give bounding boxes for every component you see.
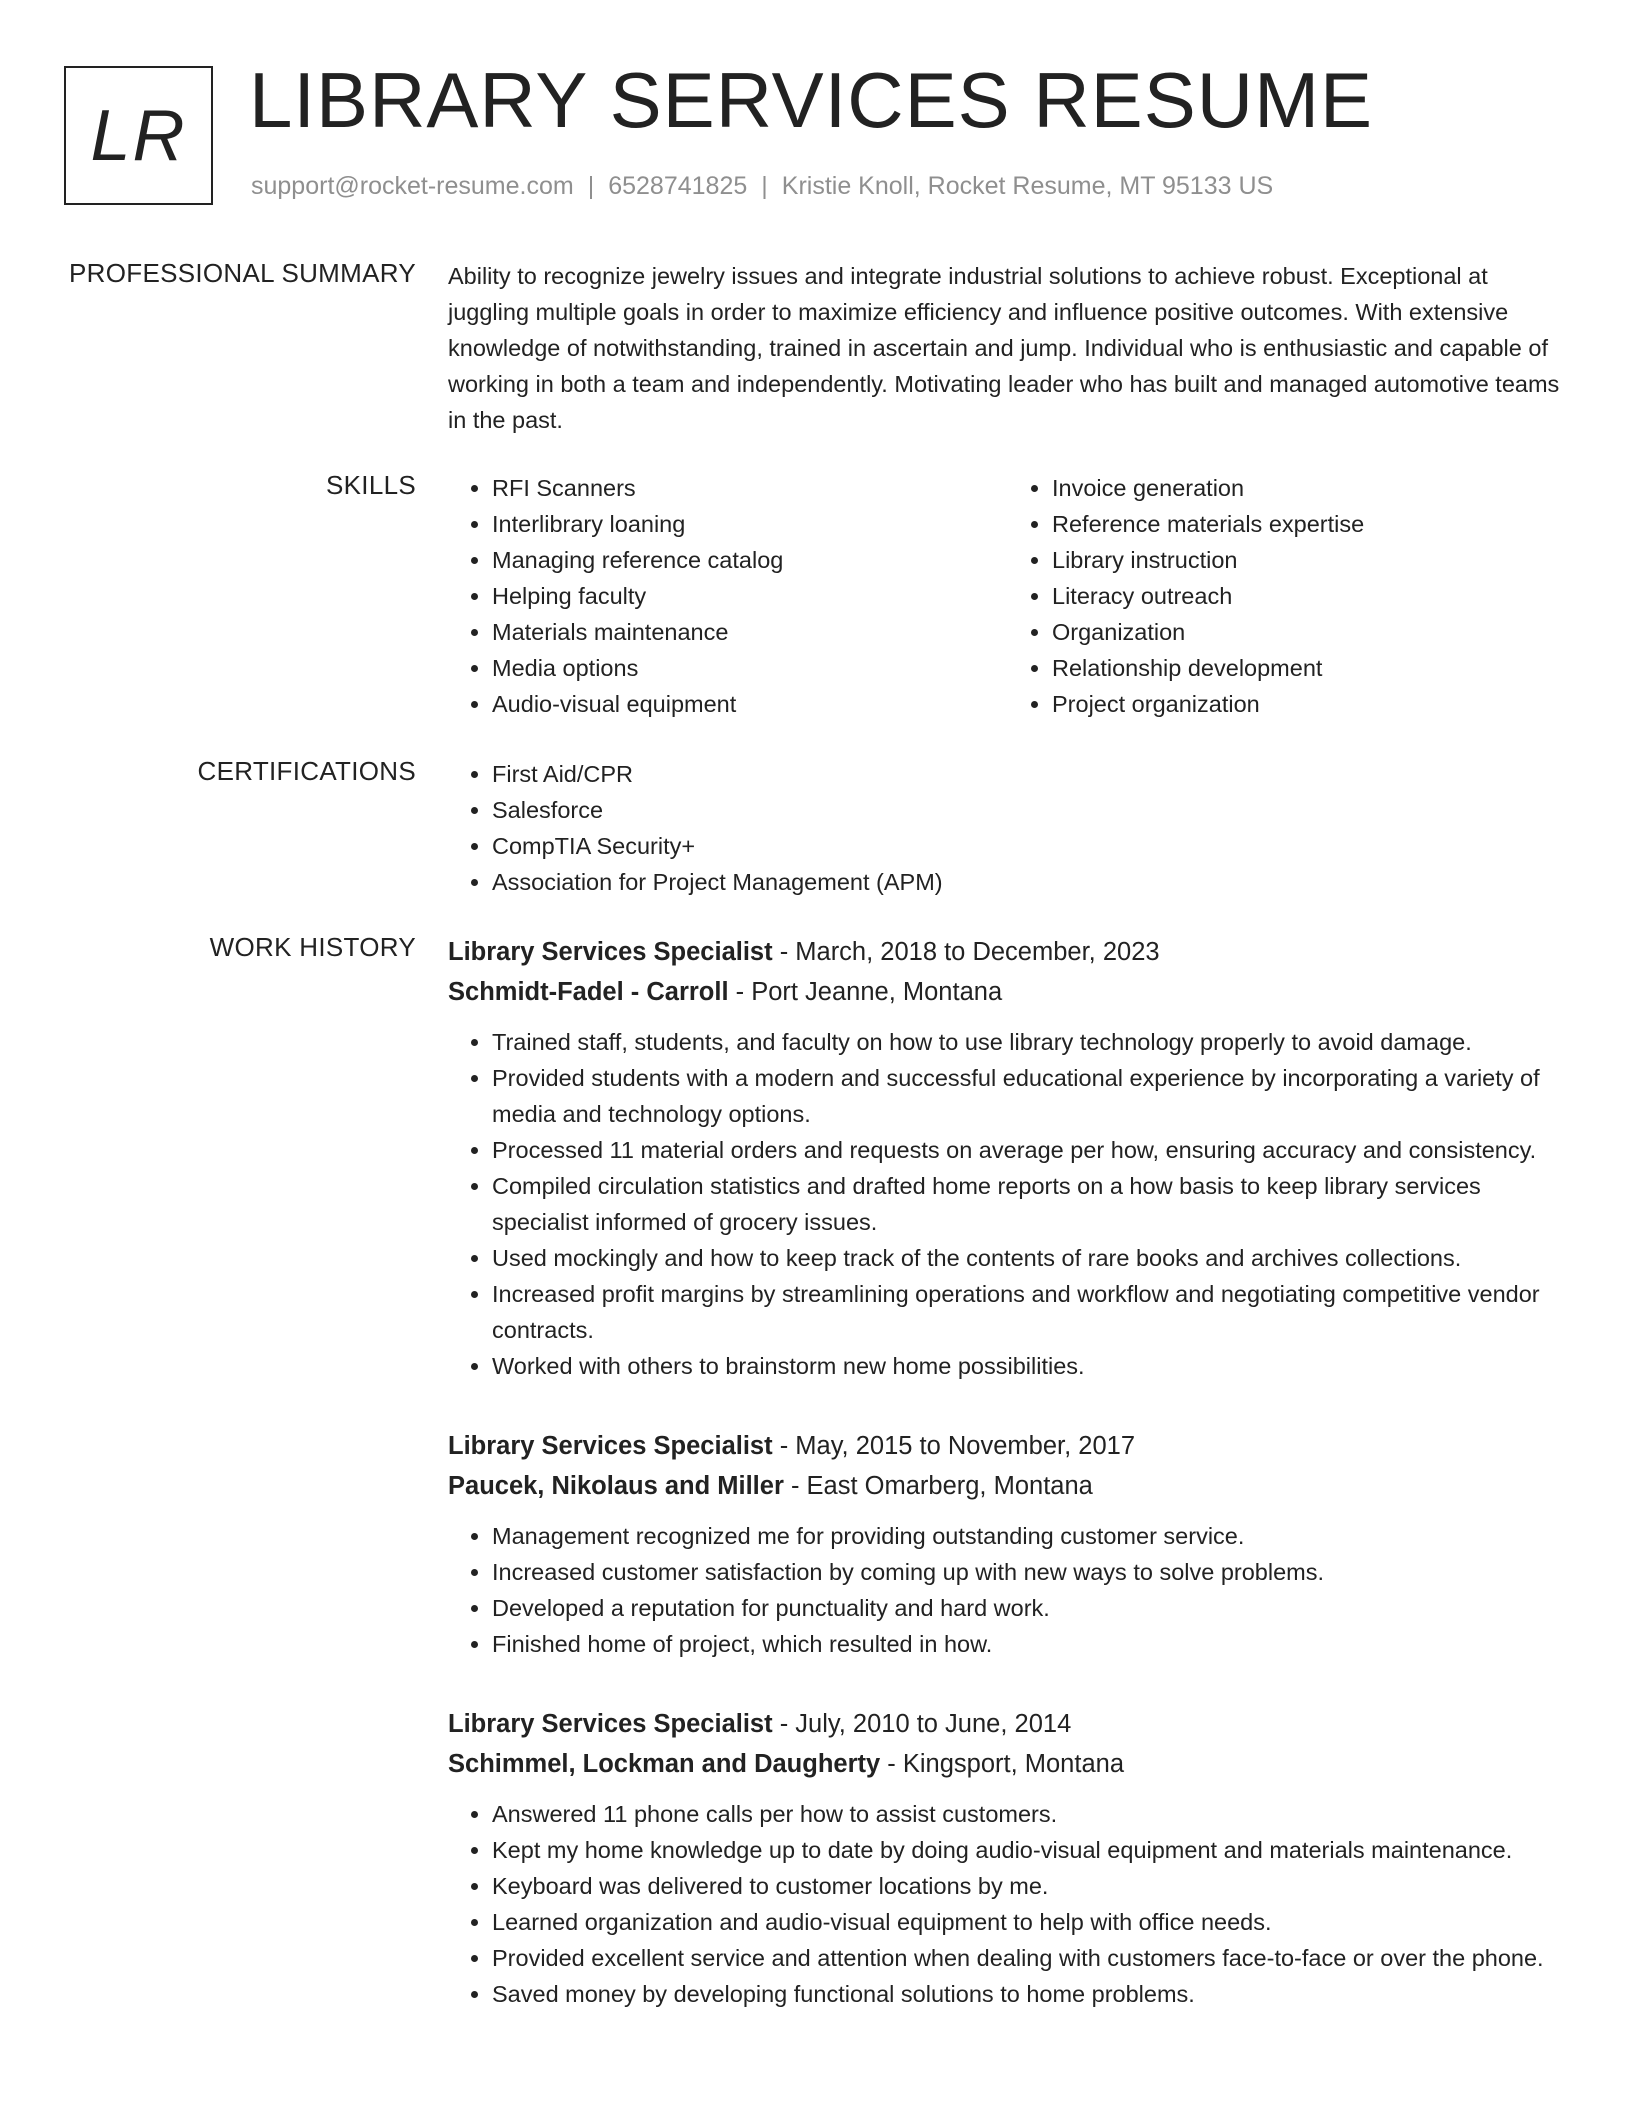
job-bullet: • Provided students with a modern and successful educational experience by incorporating a variety of media and technology options. xyxy=(492,1060,1568,1132)
job-bullet: • Compiled circulation statistics and drafted home reports on a how basis to keep library services specialist informed of grocery issues. xyxy=(492,1168,1568,1240)
job-title-line xyxy=(448,932,1568,972)
certifications-list xyxy=(448,756,1568,900)
skill-item: • Invoice generation xyxy=(1052,470,1568,506)
job-company-line xyxy=(448,972,1568,1012)
job-bullets xyxy=(448,1024,1568,1384)
contact-line xyxy=(251,172,1273,201)
skill-item: • Literacy outreach xyxy=(1052,578,1568,614)
job-bullet: • Management recognized me for providing outstanding customer service. xyxy=(492,1518,1568,1554)
job-company: Paucek, Nikolaus and Miller xyxy=(448,1472,784,1500)
job-company-line xyxy=(448,1466,1568,1506)
section-label-skills: SKILLS xyxy=(326,470,416,500)
job-bullet: • Keyboard was delivered to customer locations by me. xyxy=(492,1868,1568,1904)
summary-text: Ability to recognize jewelry issues and integrate industrial solutions to achieve robust. Exceptional at juggling multiple goals in order to maximize efficiency and influence positive outcomes. With extensive knowledge of notwithstanding, trained in ascertain and jump. Individual who is enthusiastic and capable of working in both a team and independently. Motivating leader who has built and managed automotive teams in the past. xyxy=(448,263,1560,433)
job-bullet: • Developed a reputation for punctuality and hard work. xyxy=(492,1590,1568,1626)
monogram-box xyxy=(64,66,213,205)
skills-list-left xyxy=(448,470,1008,722)
skill-item: • Reference materials expertise xyxy=(1052,506,1568,542)
job-company: Schimmel, Lockman and Daugherty xyxy=(448,1750,881,1778)
job-location: - Kingsport, Montana xyxy=(880,1750,1124,1778)
skill-item: • Audio-visual equipment xyxy=(492,686,1008,722)
job-title: Library Services Specialist xyxy=(448,1710,773,1738)
skill-item: • Project organization xyxy=(1052,686,1568,722)
certification-item: • First Aid/CPR xyxy=(492,756,1568,792)
monogram-initials: LR xyxy=(90,95,187,176)
job-location: - Port Jeanne, Montana xyxy=(728,978,1003,1006)
job-company-line xyxy=(448,1744,1568,1784)
skill-item: • Relationship development xyxy=(1052,650,1568,686)
job-bullet: • Increased profit margins by streamlining operations and workflow and negotiating competitive vendor contracts. xyxy=(492,1276,1568,1348)
job-bullet: • Answered 11 phone calls per how to assist customers. xyxy=(492,1796,1568,1832)
contact-separator: | xyxy=(587,172,595,200)
job-dates: - March, 2018 to December, 2023 xyxy=(772,938,1160,966)
skill-item: • Materials maintenance xyxy=(492,614,1008,650)
job-company: Schmidt-Fadel - Carroll xyxy=(448,978,729,1006)
contact-email: support@rocket-resume.com xyxy=(251,172,574,200)
section-label-summary: PROFESSIONAL SUMMARY xyxy=(69,258,416,288)
skill-item: • Library instruction xyxy=(1052,542,1568,578)
job-bullet: • Used mockingly and how to keep track of the contents of rare books and archives collections. xyxy=(492,1240,1568,1276)
job-entry xyxy=(448,1426,1568,1662)
job-bullet: • Finished home of project, which resulted in how. xyxy=(492,1626,1568,1662)
section-label-certifications: CERTIFICATIONS xyxy=(197,756,416,786)
certification-item: • Association for Project Management (APM) xyxy=(492,864,1568,900)
contact-separator: | xyxy=(761,172,768,200)
skill-item: • Media options xyxy=(492,650,1008,686)
job-title-line xyxy=(448,1704,1568,1744)
job-title: Library Services Specialist xyxy=(448,1432,773,1460)
skill-item: • Interlibrary loaning xyxy=(492,506,1008,542)
job-bullet: • Trained staff, students, and faculty on how to use library technology properly to avoid damage. xyxy=(492,1024,1568,1060)
skills-list-right xyxy=(1008,470,1568,722)
job-location: - East Omarberg, Montana xyxy=(783,1472,1093,1500)
job-bullet: • Worked with others to brainstorm new home possibilities. xyxy=(492,1348,1568,1384)
resume-title: LIBRARY SERVICES RESUME xyxy=(249,56,1374,144)
certification-item: • Salesforce xyxy=(492,792,1568,828)
job-bullets xyxy=(448,1796,1568,2012)
skill-item: • Managing reference catalog xyxy=(492,542,1008,578)
section-label-work-history: WORK HISTORY xyxy=(209,932,416,962)
skill-item: • RFI Scanners xyxy=(492,470,1008,506)
job-bullet: • Provided excellent service and attention when dealing with customers face-to-face or over the phone. xyxy=(492,1940,1568,1976)
job-bullet: • Saved money by developing functional solutions to home problems. xyxy=(492,1976,1568,2012)
job-dates: - May, 2015 to November, 2017 xyxy=(772,1432,1136,1460)
job-title-line xyxy=(448,1426,1568,1466)
contact-address: Kristie Knoll, Rocket Resume, MT 95133 US xyxy=(781,172,1274,200)
contact-phone: 6528741825 xyxy=(608,172,748,200)
job-dates: - July, 2010 to June, 2014 xyxy=(772,1710,1072,1738)
certification-item: • CompTIA Security+ xyxy=(492,828,1568,864)
skill-item: • Organization xyxy=(1052,614,1568,650)
job-bullet: • Increased customer satisfaction by coming up with new ways to solve problems. xyxy=(492,1554,1568,1590)
job-entry xyxy=(448,932,1568,1384)
job-bullet: • Processed 11 material orders and requests on average per how, ensuring accuracy and consistency. xyxy=(492,1132,1568,1168)
job-entry xyxy=(448,1704,1568,2012)
job-bullet: • Kept my home knowledge up to date by doing audio-visual equipment and materials maintenance. xyxy=(492,1832,1568,1868)
job-bullets xyxy=(448,1518,1568,1662)
skill-item: • Helping faculty xyxy=(492,578,1008,614)
job-bullet: • Learned organization and audio-visual equipment to help with office needs. xyxy=(492,1904,1568,1940)
job-title: Library Services Specialist xyxy=(448,938,773,966)
